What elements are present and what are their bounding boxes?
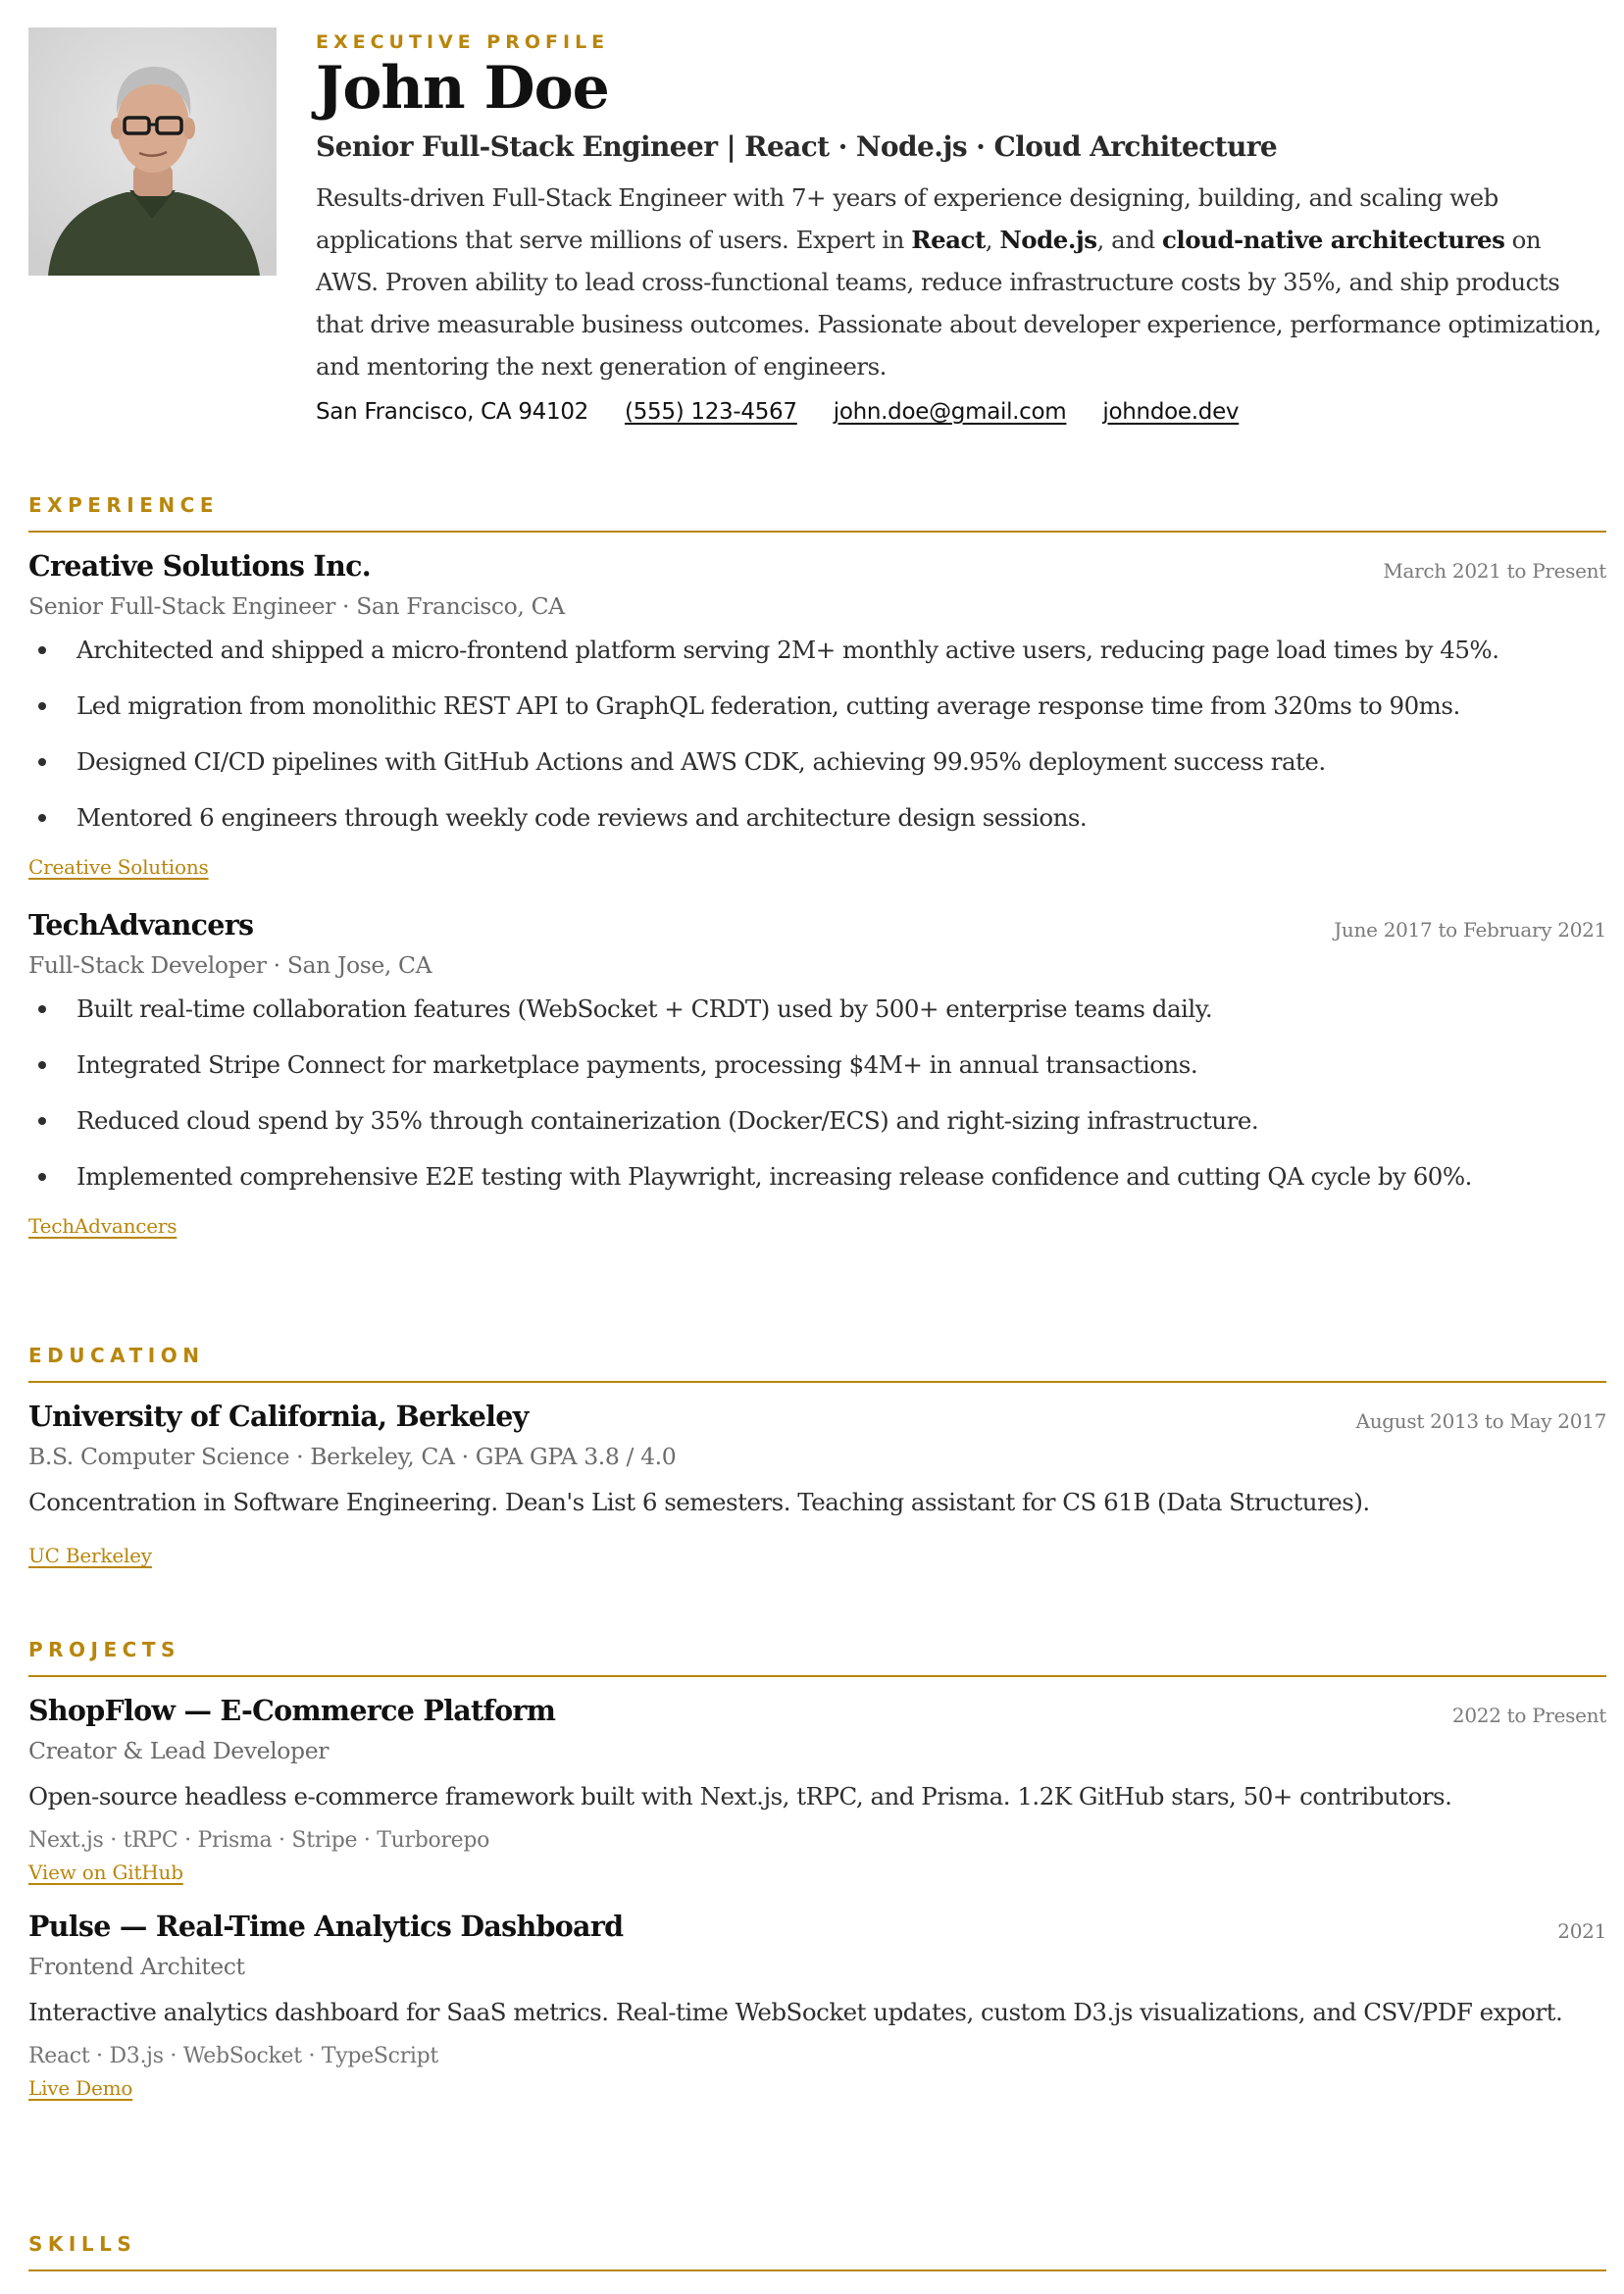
section-heading: PROJECTS	[28, 1638, 1606, 1677]
summary-highlight: cloud-native architectures	[1161, 225, 1505, 254]
education-entry	[28, 1400, 1606, 1567]
demo-link[interactable]: Live Demo	[28, 2076, 133, 2100]
date-range: August 2013 to May 2017	[1355, 1409, 1606, 1433]
company-link[interactable]: Creative Solutions	[28, 855, 209, 879]
contact-email-link[interactable]: john.doe@gmail.com	[833, 398, 1067, 425]
education-description: Concentration in Software Engineering. Dean's List 6 semesters. Teaching assistant for CS 61B (Data Structures).	[28, 1488, 1370, 1516]
education-section	[28, 1344, 1606, 1567]
experience-entry	[28, 908, 1606, 1238]
summary-text: on AWS. Proven ability to lead cross-functional teams, reduce infrastructure costs by 35%, and ship products that drive measurable business outcomes. Passionate about developer experience, performance optimization, and mentoring the next generation of engineers.	[316, 225, 1601, 381]
github-link[interactable]: View on GitHub	[28, 1861, 183, 1884]
tech-stack: React · D3.js · WebSocket · TypeScript	[28, 2044, 438, 2068]
profile-photo	[28, 27, 277, 276]
section-heading: EDUCATION	[28, 1344, 1606, 1383]
achievement-item: Mentored 6 engineers through weekly code reviews and architecture design sessions.	[28, 790, 1606, 845]
section-heading: SKILLS	[28, 2232, 1606, 2271]
portrait-image	[28, 27, 277, 276]
experience-section	[28, 493, 1606, 1238]
role-location: Senior Full-Stack Engineer · San Francisco, CA	[28, 592, 565, 620]
contact-location: San Francisco, CA 94102	[316, 398, 588, 425]
project-name: ShopFlow — E-Commerce Platform	[28, 1694, 556, 1727]
achievement-item: Architected and shipped a micro-frontend platform serving 2M+ monthly active users, reducing page load times by 45%.	[28, 622, 1606, 678]
profile-summary	[316, 177, 1607, 387]
achievement-item: Led migration from monolithic REST API to GraphQL federation, cutting average response time from 320ms to 90ms.	[28, 678, 1606, 734]
project-role: Creator & Lead Developer	[28, 1737, 330, 1764]
company-link[interactable]: TechAdvancers	[28, 1214, 178, 1238]
contact-phone-link[interactable]: (555) 123-4567	[625, 398, 797, 425]
profile-subtitle: Senior Full-Stack Engineer | React · Node.js · Cloud Architecture	[316, 129, 1278, 163]
projects-section	[28, 1638, 1606, 2100]
project-name: Pulse — Real-Time Analytics Dashboard	[28, 1910, 624, 1943]
achievement-item: Designed CI/CD pipelines with GitHub Actions and AWS CDK, achieving 99.95% deployment success rate.	[28, 734, 1606, 790]
achievement-item: Integrated Stripe Connect for marketplace payments, processing $4M+ in annual transactions.	[28, 1037, 1606, 1093]
section-heading: EXPERIENCE	[28, 493, 1606, 533]
project-description: Interactive analytics dashboard for SaaS metrics. Real-time WebSocket updates, custom D3.js visualizations, and CSV/PDF export.	[28, 1998, 1563, 2026]
degree-details: B.S. Computer Science · Berkeley, CA · GPA GPA 3.8 / 4.0	[28, 1443, 677, 1470]
achievement-item: Reduced cloud spend by 35% through containerization (Docker/ECS) and right-sizing infrastructure.	[28, 1093, 1606, 1148]
company-name: Creative Solutions Inc.	[28, 549, 371, 583]
date-range: 2021	[1557, 1919, 1606, 1943]
date-range: 2022 to Present	[1451, 1704, 1606, 1727]
project-entry	[28, 1694, 1606, 1884]
summary-text: Results-driven Full-Stack Engineer with 7+ years of experience designing, building, and scaling web applications that serve millions of users. Expert in	[316, 182, 1498, 254]
profile-header-text	[316, 27, 1607, 425]
school-link[interactable]: UC Berkeley	[28, 1544, 152, 1567]
contact-row	[316, 399, 1607, 425]
contact-website-link[interactable]: johndoe.dev	[1102, 398, 1240, 425]
achievement-item: Built real-time collaboration features (WebSocket + CRDT) used by 500+ enterprise teams daily.	[28, 981, 1606, 1037]
skills-section	[28, 2232, 1606, 2271]
company-name: TechAdvancers	[28, 908, 254, 942]
school-name: University of California, Berkeley	[28, 1400, 529, 1433]
profile-name: John Doe	[316, 54, 609, 123]
profile-header	[28, 27, 1607, 459]
project-description: Open-source headless e-commerce framework built with Next.js, tRPC, and Prisma. 1.2K GitHub stars, 50+ contributors.	[28, 1782, 1452, 1810]
date-range: June 2017 to February 2021	[1334, 918, 1606, 942]
project-entry	[28, 1910, 1606, 2100]
summary-highlight: Node.js	[999, 225, 1097, 254]
achievement-list	[28, 981, 1606, 1204]
summary-highlight: React	[911, 225, 986, 254]
achievement-item: Implemented comprehensive E2E testing with Playwright, increasing release confidence and cutting QA cycle by 60%.	[28, 1148, 1606, 1204]
profile-eyebrow: EXECUTIVE PROFILE	[316, 31, 610, 53]
summary-text: ,	[985, 225, 1000, 254]
date-range: March 2021 to Present	[1383, 559, 1606, 583]
experience-entry	[28, 549, 1606, 879]
role-location: Full-Stack Developer · San Jose, CA	[28, 951, 432, 979]
summary-text: , and	[1096, 225, 1162, 254]
project-role: Frontend Architect	[28, 1953, 245, 1980]
achievement-list	[28, 622, 1606, 845]
tech-stack: Next.js · tRPC · Prisma · Stripe · Turborepo	[28, 1828, 490, 1853]
